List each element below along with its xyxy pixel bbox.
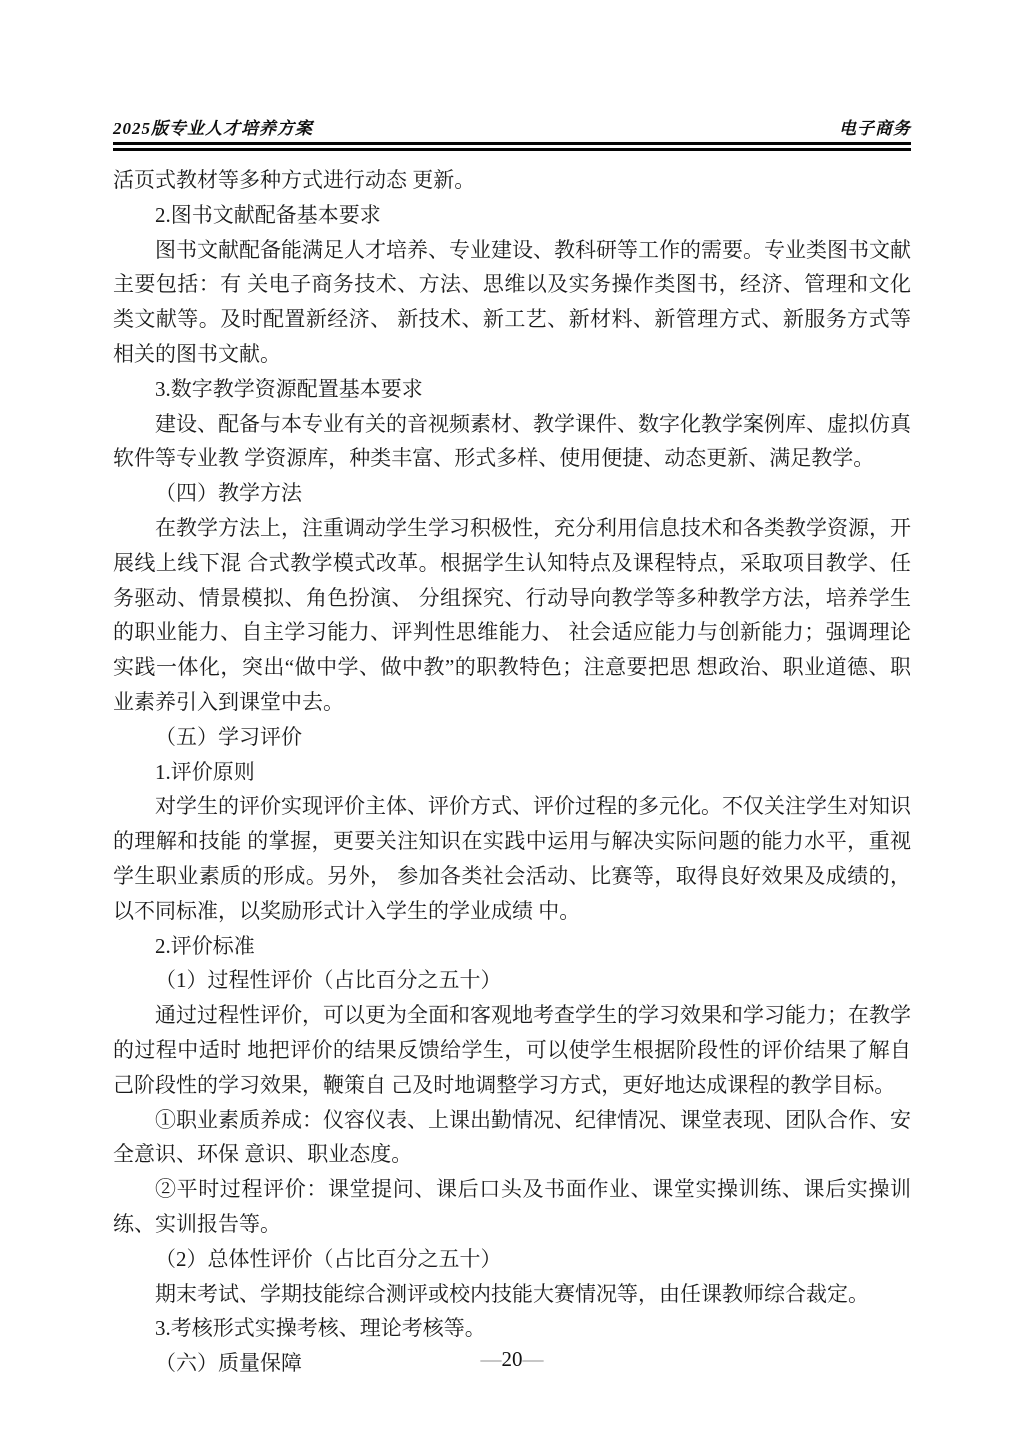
heading-process-evaluation: （1）过程性评价（占比百分之五十） xyxy=(155,968,502,993)
paragraph-process-evaluation-details: 通过过程性评价，可以更为全面和客观地考查学生的学习效果和学习能力；在教学的过程中适时 地把评价的结果反馈给学生，可以使学生根据阶段性的评价结果了解自己阶段性的学习效果，鞭策自 己及时地调整学习方式，更好地达成课程的教学目标。 xyxy=(113,1003,911,1097)
paragraph-digital-resources-details: 建设、配备与本专业有关的音视频素材、教学课件、数字化教学案例库、虚拟仿真软件等专业教 学资源库，种类丰富、形式多样、使用便捷、动态更新、满足教学。 xyxy=(113,411,911,471)
heading-digital-resources: 3.数字教学资源配置基本要求 xyxy=(155,376,423,401)
header-right-title: 电子商务 xyxy=(839,119,911,138)
page-footer xyxy=(0,1347,1024,1372)
heading-library-requirements: 2.图书文献配备基本要求 xyxy=(155,202,381,227)
header-double-rule xyxy=(113,142,911,151)
paragraph-daily-process-evaluation: ②平时过程评价：课堂提问、课后口头及书面作业、课堂实操训练、课后实操训练、实训报告等。 xyxy=(113,1177,911,1236)
paragraph-teaching-methods-details: 在教学方法上，注重调动学生学习积极性，充分利用信息技术和各类教学资源，开展线上线下混 合式教学模式改革。根据学生认知特点及课程特点，采取项目教学、任务驱动、情景模拟、角色扮演、 分组探究、行动导向教学等多种教学方法，培养学生的职业能力、自主学习能力、评判性思维能力、 社会适应能力与创新能力；强调理论实践一体化，突出“做中学、做中教”的职教特色；注意要把思 想政治、职业道德、职业素养引入到课堂中去。 xyxy=(113,515,911,714)
paragraph-final-exam: 期末考试、学期技能综合测评或校内技能大赛情况等，由任课教师综合裁定。 xyxy=(155,1281,869,1306)
heading-overall-evaluation: （2）总体性评价（占比百分之五十） xyxy=(155,1246,502,1271)
footer-dash-right: — xyxy=(522,1347,544,1371)
footer-page-number: 20 xyxy=(501,1347,523,1371)
paragraph-dynamic-update: 活页式教材等多种方式进行动态 更新。 xyxy=(113,168,476,192)
heading-learning-evaluation: （五）学习评价 xyxy=(155,724,302,749)
heading-evaluation-principles: 1.评价原则 xyxy=(155,759,255,784)
footer-dash-left: — xyxy=(480,1347,502,1371)
heading-teaching-methods: （四）教学方法 xyxy=(155,481,302,506)
paragraph-library-details: 图书文献配备能满足人才培养、专业建设、教科研等工作的需要。专业类图书文献主要包括：有 关电子商务技术、方法、思维以及实务操作类图书，经济、管理和文化类文献等。及时配置新经济、 新技术、新工艺、新材料、新管理方式、新服务方式等相关的图书文献。 xyxy=(113,237,911,366)
document-body xyxy=(113,163,911,1381)
heading-quality-assurance: （六）质量保障 xyxy=(155,1351,302,1376)
page-header xyxy=(113,114,911,139)
paragraph-evaluation-principles-details: 对学生的评价实现评价主体、评价方式、评价过程的多元化。不仅关注学生对知识的理解和技能 的掌握，更要关注知识在实践中运用与解决实际问题的能力水平，重视学生职业素质的形成。另外， 参加各类社会活动、比赛等，取得良好效果及成绩的，以不同标准，以奖励形式计入学生的学业成绩 中。 xyxy=(113,794,911,923)
paragraph-professional-quality: ①职业素质养成：仪容仪表、上课出勤情况、纪律情况、课堂表现、团队合作、安全意识、环保 意识、职业态度。 xyxy=(113,1107,911,1167)
paragraph-assessment-forms: 3.考核形式实操考核、理论考核等。 xyxy=(155,1316,486,1341)
heading-evaluation-standards: 2.评价标准 xyxy=(155,933,255,958)
header-left-title: 2025版专业人才培养方案 xyxy=(113,119,313,138)
